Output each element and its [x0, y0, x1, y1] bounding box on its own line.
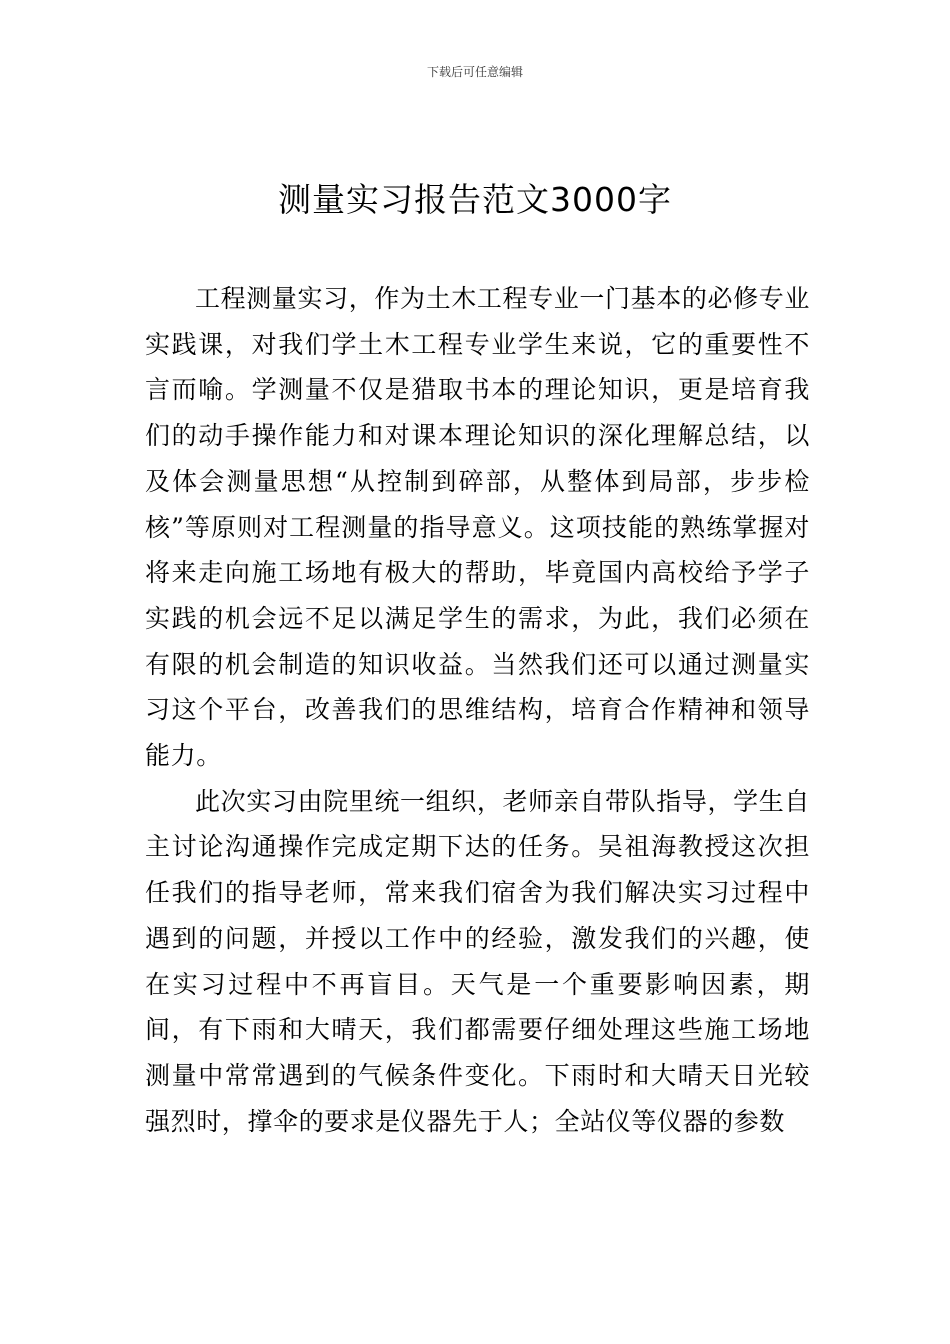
- paragraph: 工程测量实习，作为土木工程专业一门基本的必修专业实践课，对我们学土木工程专业学生来说，它的重要性不言而喻。学测量不仅是猎取书本的理论知识，更是培育我们的动手操作能力和对课本理论知识的深化理解总结，以及体会测量思想“从控制到碎部，从整体到局部，步步检核”等原则对工程测量的指导意义。这项技能的熟练掌握对将来走向施工场地有极大的帮助，毕竟国内高校给予学子实践的机会远不足以满足学生的需求，为此，我们必须在有限的机会制造的知识收益。当然我们还可以通过测量实习这个平台，改善我们的思维结构，培育合作精神和领导能力。: [145, 284, 810, 771]
- paragraph: 此次实习由院里统一组织，老师亲自带队指导，学生自主讨论沟通操作完成定期下达的任务。吴祖海教授这次担任我们的指导老师，常来我们宿舍为我们解决实习过程中遇到的问题，并授以工作中的经验，激发我们的兴趣，使在实习过程中不再盲目。天气是一个重要影响因素，期间，有下雨和大晴天，我们都需要仔细处理这些施工场地测量中常常遇到的气候条件变化。下雨时和大晴天日光较强烈时，撑伞的要求是仪器先于人；全站仪等仪器的参数: [145, 786, 810, 1136]
- header-note: 下载后可任意编辑: [426, 65, 523, 79]
- document-body: [145, 276, 810, 1144]
- document-title: 测量实习报告范文3000字: [278, 180, 672, 219]
